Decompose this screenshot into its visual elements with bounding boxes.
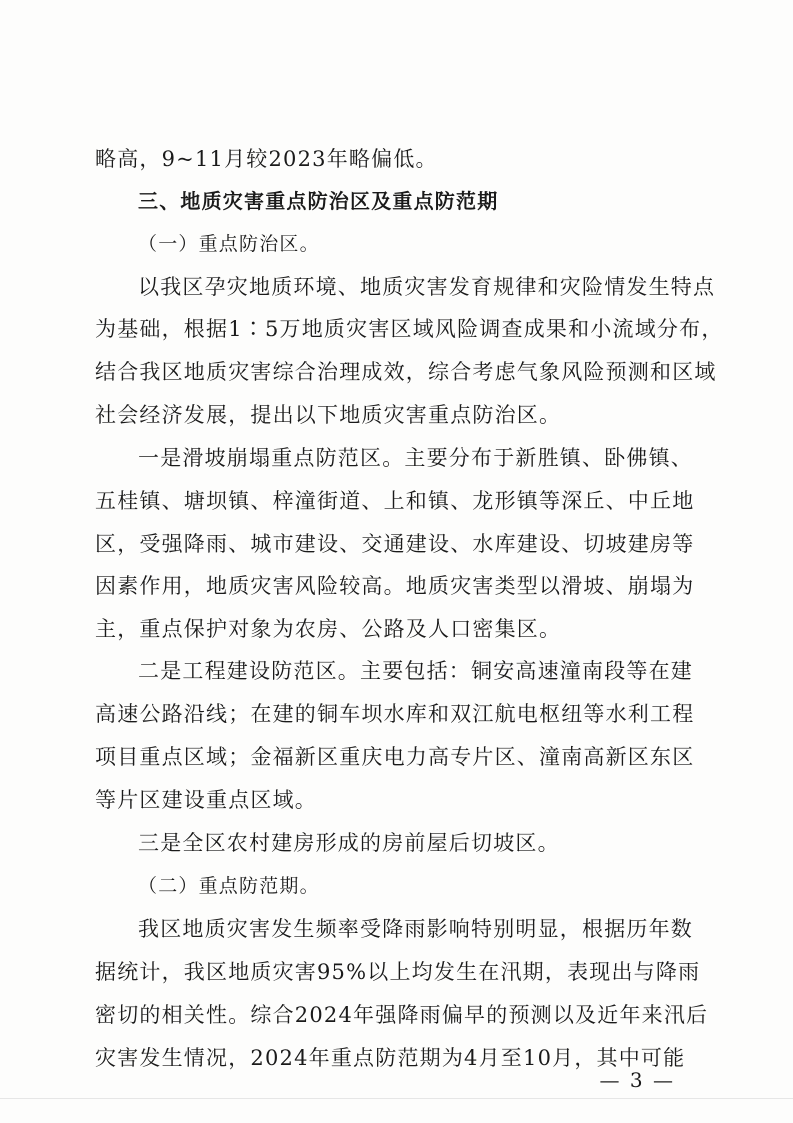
text-line: 一是滑坡崩塌重点防范区。主要分布于新胜镇、卧佛镇、 bbox=[138, 446, 693, 470]
page-number: — 3 — bbox=[599, 1068, 675, 1092]
section-heading: 三、地质灾害重点防治区及重点防范期 bbox=[138, 189, 499, 213]
subsection-heading: （一）重点防治区。 bbox=[138, 233, 320, 255]
text-line: 我区地质灾害发生频率受降雨影响特别明显，根据历年数 bbox=[138, 917, 693, 941]
text-line: 等片区建设重点区域。 bbox=[95, 788, 317, 812]
text-line: 三是全区农村建房形成的房前屋后切坡区。 bbox=[138, 831, 560, 855]
subsection-heading: （二）重点防范期。 bbox=[138, 875, 320, 897]
text-line: 社会经济发展，提出以下地质灾害重点防治区。 bbox=[95, 403, 562, 427]
text-line: 项目重点区域；金福新区重庆电力高专片区、潼南高新区东区 bbox=[95, 745, 695, 769]
text-line: 因素作用，地质灾害风险较高。地质灾害类型以滑坡、崩塌为 bbox=[95, 574, 695, 598]
text-line: 密切的相关性。综合2024年强降雨偏早的预测以及近年来汛后 bbox=[95, 1003, 709, 1027]
text-line: 略高，9~11月较2023年略偏低。 bbox=[95, 147, 438, 171]
text-line: 二是工程建设防范区。主要包括：铜安高速潼南段等在建 bbox=[138, 659, 693, 683]
text-line: 区，受强降雨、城市建设、交通建设、水库建设、切坡建房等 bbox=[95, 532, 695, 556]
text-line: 主，重点保护对象为农房、公路及人口密集区。 bbox=[95, 617, 562, 641]
text-line: 为基础，根据1∶5万地质灾害区域风险调查成果和小流域分布， bbox=[95, 317, 724, 341]
page-bottom-edge bbox=[0, 1098, 793, 1099]
text-line: 结合我区地质灾害综合治理成效，综合考虑气象风险预测和区域 bbox=[95, 360, 717, 384]
text-line: 灾害发生情况，2024年重点防范期为4月至10月，其中可能 bbox=[95, 1046, 686, 1070]
text-line: 以我区孕灾地质环境、地质灾害发育规律和灾险情发生特点 bbox=[138, 275, 716, 299]
text-line: 五桂镇、塘坝镇、梓潼街道、上和镇、龙形镇等深丘、中丘地 bbox=[95, 489, 695, 513]
text-line: 高速公路沿线；在建的铜车坝水库和双江航电枢纽等水利工程 bbox=[95, 702, 695, 726]
text-line: 据统计，我区地质灾害95%以上均发生在汛期，表现出与降雨 bbox=[95, 960, 701, 984]
